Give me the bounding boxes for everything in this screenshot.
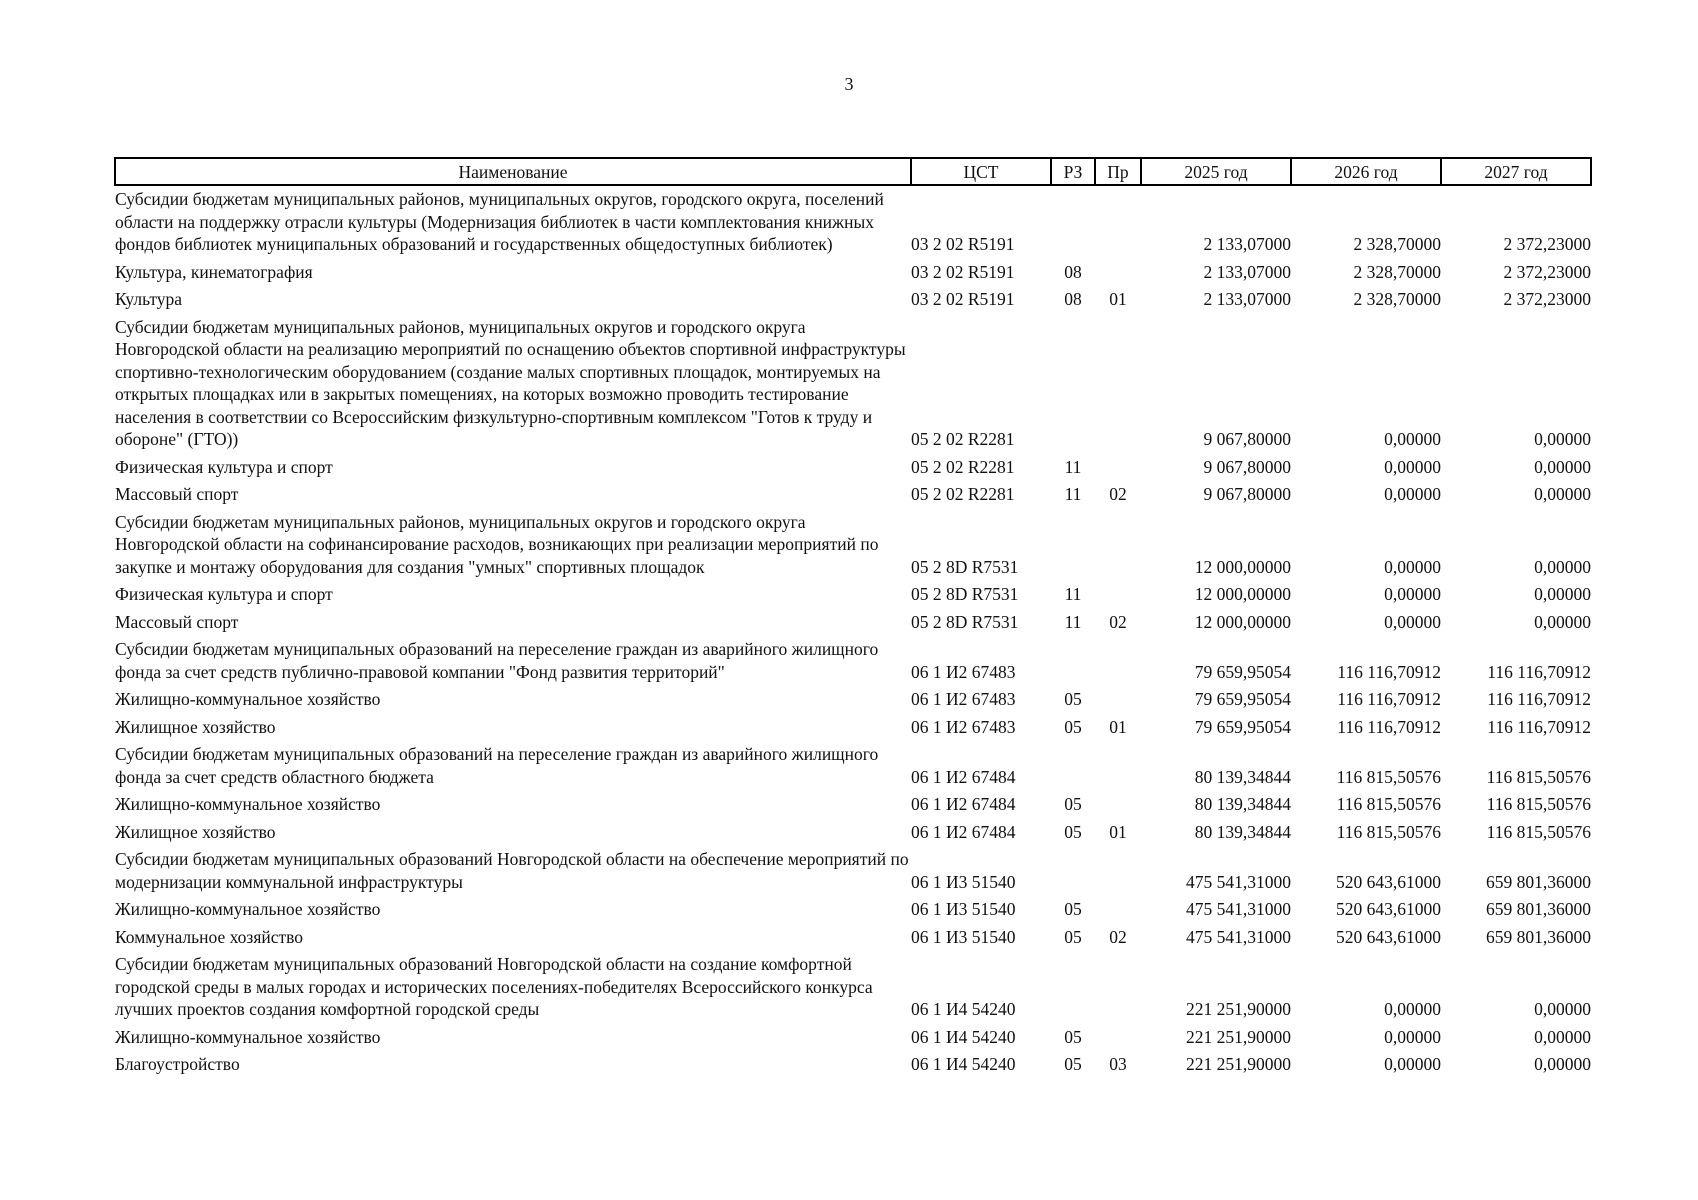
table-row bbox=[115, 846, 1591, 896]
row-cst: 06 1 И2 67483 bbox=[911, 689, 1016, 709]
row-cst: 06 1 И3 51540 bbox=[911, 926, 1016, 947]
row-rz: 08 bbox=[1064, 289, 1082, 309]
row-value-2027: 116 116,70912 bbox=[1487, 689, 1591, 709]
row-cst: 05 2 02 R2281 bbox=[911, 429, 1015, 449]
row-value-2026: 0,00000 bbox=[1384, 429, 1441, 449]
row-rz bbox=[1051, 636, 1095, 686]
table-row bbox=[115, 509, 1591, 582]
table-row bbox=[115, 951, 1591, 1024]
row-pr bbox=[1095, 454, 1141, 482]
row-pr: 01 bbox=[1109, 289, 1127, 309]
row-rz: 05 bbox=[1064, 1026, 1082, 1047]
row-value-2026: 0,00000 bbox=[1384, 999, 1441, 1019]
row-pr bbox=[1095, 896, 1141, 924]
row-value-2025: 2 133,07000 bbox=[1203, 289, 1291, 309]
table-row bbox=[115, 791, 1591, 819]
row-pr: 02 bbox=[1109, 926, 1127, 947]
table-row bbox=[115, 609, 1591, 637]
row-name: Жилищно-коммунальное хозяйство bbox=[115, 899, 381, 919]
row-value-2025: 9 067,80000 bbox=[1203, 484, 1291, 504]
table-row bbox=[115, 314, 1591, 454]
row-value-2026: 0,00000 bbox=[1384, 484, 1441, 504]
row-value-2027: 0,00000 bbox=[1534, 1054, 1591, 1074]
row-cst: 06 1 И2 67483 bbox=[911, 661, 1016, 682]
row-value-2026: 116 116,70912 bbox=[1337, 661, 1441, 682]
row-value-2027: 659 801,36000 bbox=[1486, 899, 1591, 919]
table-row bbox=[115, 896, 1591, 924]
row-cst: 03 2 02 R5191 bbox=[911, 234, 1015, 254]
row-name: Субсидии бюджетам муниципальных районов, муниципальных округов и городского округа Новгородской области на реализацию мероприятий по оснащению объектов спортивной инфраструктуры спортивно-технологическим оборудованием (создание малых спортивных площадок, монтируемых на открытых площадках или в закрытых помещениях, на которых возможно проводить тестирование населения в соответствии со Всероссийским физкультурно-спортивным комплексом "Готов к труду и обороне" (ГТО)) bbox=[115, 316, 906, 449]
row-value-2025: 221 251,90000 bbox=[1186, 1026, 1291, 1047]
table-header bbox=[115, 158, 1591, 185]
row-value-2027: 0,00000 bbox=[1534, 1026, 1591, 1047]
row-name: Субсидии бюджетам муниципальных образований Новгородской области на создание комфортной городской среды в малых городах и исторических поселениях-победителях Всероссийского конкурса лучших проектов создания комфортной городской среды bbox=[115, 954, 873, 1019]
row-value-2027: 116 815,50576 bbox=[1486, 766, 1591, 787]
row-value-2026: 0,00000 bbox=[1384, 611, 1441, 632]
row-cst: 05 2 8D R7531 bbox=[911, 611, 1019, 632]
col-header-pr: Пр bbox=[1095, 158, 1141, 185]
row-pr: 03 bbox=[1109, 1054, 1127, 1074]
row-rz: 05 bbox=[1064, 716, 1082, 737]
table-body bbox=[115, 185, 1591, 1079]
row-value-2027: 659 801,36000 bbox=[1486, 926, 1591, 947]
row-pr bbox=[1095, 1024, 1141, 1052]
row-rz: 05 bbox=[1064, 689, 1082, 709]
row-value-2025: 80 139,34844 bbox=[1194, 794, 1291, 814]
row-name: Жилищно-коммунальное хозяйство bbox=[115, 689, 381, 709]
row-rz: 05 bbox=[1064, 821, 1082, 842]
row-value-2025: 80 139,34844 bbox=[1194, 821, 1291, 842]
row-rz: 05 bbox=[1064, 1054, 1082, 1074]
row-name: Массовый спорт bbox=[115, 484, 239, 504]
row-value-2026: 0,00000 bbox=[1384, 584, 1441, 604]
row-value-2027: 2 372,23000 bbox=[1503, 261, 1591, 282]
row-rz: 11 bbox=[1064, 611, 1082, 632]
row-value-2027: 116 116,70912 bbox=[1487, 716, 1591, 737]
row-name: Субсидии бюджетам муниципальных образований на переселение граждан из аварийного жилищного фонда за счет средств областного бюджета bbox=[115, 744, 879, 787]
row-rz: 11 bbox=[1064, 584, 1082, 604]
row-name: Физическая культура и спорт bbox=[115, 456, 333, 477]
row-value-2026: 116 116,70912 bbox=[1337, 716, 1441, 737]
row-value-2026: 0,00000 bbox=[1384, 556, 1441, 577]
row-value-2025: 221 251,90000 bbox=[1186, 1054, 1291, 1074]
row-name: Субсидии бюджетам муниципальных образований Новгородской области на обеспечение мероприятий по модернизации коммунальной инфраструктуры bbox=[115, 849, 909, 892]
row-pr bbox=[1095, 314, 1141, 454]
row-cst: 03 2 02 R5191 bbox=[911, 261, 1015, 282]
row-value-2026: 116 815,50576 bbox=[1336, 794, 1441, 814]
row-rz: 05 bbox=[1064, 926, 1082, 947]
row-value-2026: 520 643,61000 bbox=[1336, 899, 1441, 919]
row-pr: 01 bbox=[1109, 716, 1127, 737]
row-value-2027: 2 372,23000 bbox=[1503, 234, 1591, 254]
row-value-2027: 2 372,23000 bbox=[1503, 289, 1591, 309]
row-value-2026: 2 328,70000 bbox=[1353, 234, 1441, 254]
row-value-2027: 0,00000 bbox=[1534, 484, 1591, 504]
col-header-name: Наименование bbox=[115, 158, 911, 185]
row-value-2026: 0,00000 bbox=[1384, 1054, 1441, 1074]
row-rz: 05 bbox=[1064, 794, 1082, 814]
row-pr: 02 bbox=[1109, 611, 1127, 632]
table-row bbox=[115, 259, 1591, 287]
row-value-2026: 116 116,70912 bbox=[1337, 689, 1441, 709]
budget-table bbox=[114, 157, 1592, 1079]
col-header-2027: 2027 год bbox=[1441, 158, 1591, 185]
row-value-2027: 116 815,50576 bbox=[1486, 821, 1591, 842]
table-row bbox=[115, 714, 1591, 742]
row-value-2026: 0,00000 bbox=[1384, 1026, 1441, 1047]
row-pr bbox=[1095, 581, 1141, 609]
row-value-2027: 659 801,36000 bbox=[1486, 871, 1591, 892]
row-value-2025: 79 659,95054 bbox=[1194, 661, 1291, 682]
row-value-2025: 475 541,31000 bbox=[1186, 899, 1291, 919]
row-cst: 03 2 02 R5191 bbox=[911, 289, 1015, 309]
row-pr bbox=[1095, 686, 1141, 714]
row-rz bbox=[1051, 846, 1095, 896]
page-number: 3 bbox=[844, 74, 854, 94]
row-cst: 06 1 И4 54240 bbox=[911, 999, 1016, 1019]
row-value-2026: 2 328,70000 bbox=[1353, 261, 1441, 282]
row-value-2025: 12 000,00000 bbox=[1194, 556, 1291, 577]
row-value-2025: 475 541,31000 bbox=[1186, 871, 1291, 892]
row-name: Коммунальное хозяйство bbox=[115, 926, 304, 947]
row-value-2025: 80 139,34844 bbox=[1194, 766, 1291, 787]
table-row bbox=[115, 286, 1591, 314]
row-rz bbox=[1051, 314, 1095, 454]
col-header-rz: РЗ bbox=[1051, 158, 1095, 185]
row-value-2025: 475 541,31000 bbox=[1186, 926, 1291, 947]
row-name: Культура bbox=[115, 289, 183, 309]
row-value-2027: 0,00000 bbox=[1534, 556, 1591, 577]
col-header-2026: 2026 год bbox=[1291, 158, 1441, 185]
table-row bbox=[115, 1051, 1591, 1079]
row-cst: 05 2 02 R2281 bbox=[911, 456, 1015, 477]
row-value-2027: 116 815,50576 bbox=[1486, 794, 1591, 814]
row-pr bbox=[1095, 791, 1141, 819]
row-value-2027: 0,00000 bbox=[1534, 999, 1591, 1019]
row-pr bbox=[1095, 185, 1141, 259]
row-cst: 06 1 И4 54240 bbox=[911, 1026, 1016, 1047]
row-cst: 06 1 И4 54240 bbox=[911, 1054, 1016, 1074]
row-cst: 05 2 8D R7531 bbox=[911, 556, 1019, 577]
row-value-2027: 0,00000 bbox=[1534, 584, 1591, 604]
row-pr bbox=[1095, 636, 1141, 686]
row-pr bbox=[1095, 846, 1141, 896]
table-row bbox=[115, 924, 1591, 952]
row-cst: 06 1 И2 67484 bbox=[911, 794, 1016, 814]
row-name: Жилищно-коммунальное хозяйство bbox=[115, 794, 381, 814]
row-cst: 06 1 И3 51540 bbox=[911, 899, 1016, 919]
row-value-2026: 520 643,61000 bbox=[1336, 926, 1441, 947]
row-value-2026: 520 643,61000 bbox=[1336, 871, 1441, 892]
table-row bbox=[115, 741, 1591, 791]
col-header-cst: ЦСТ bbox=[911, 158, 1051, 185]
row-name: Благоустройство bbox=[115, 1054, 240, 1074]
row-value-2025: 9 067,80000 bbox=[1203, 456, 1291, 477]
row-pr bbox=[1095, 509, 1141, 582]
row-rz bbox=[1051, 741, 1095, 791]
row-rz: 08 bbox=[1064, 261, 1082, 282]
row-rz bbox=[1051, 509, 1095, 582]
row-value-2027: 0,00000 bbox=[1534, 429, 1591, 449]
row-value-2025: 79 659,95054 bbox=[1194, 689, 1291, 709]
row-value-2025: 9 067,80000 bbox=[1203, 429, 1291, 449]
row-pr bbox=[1095, 951, 1141, 1024]
row-value-2025: 79 659,95054 bbox=[1194, 716, 1291, 737]
row-rz bbox=[1051, 951, 1095, 1024]
table-row bbox=[115, 819, 1591, 847]
row-pr bbox=[1095, 259, 1141, 287]
row-name: Субсидии бюджетам муниципальных образований на переселение граждан из аварийного жилищного фонда за счет средств публично-правовой компании "Фонд развития территорий" bbox=[115, 639, 879, 682]
table-row bbox=[115, 581, 1591, 609]
row-name: Физическая культура и спорт bbox=[115, 584, 333, 604]
row-name: Субсидии бюджетам муниципальных районов, муниципальных округов и городского округа Новгородской области на софинансирование расходов, возникающих при реализации мероприятий по закупке и монтажу оборудования для создания "умных" спортивных площадок bbox=[115, 511, 879, 577]
row-pr bbox=[1095, 741, 1141, 791]
table-row bbox=[115, 481, 1591, 509]
row-value-2026: 116 815,50576 bbox=[1336, 766, 1441, 787]
row-value-2027: 116 116,70912 bbox=[1487, 661, 1591, 682]
row-cst: 06 1 И3 51540 bbox=[911, 871, 1016, 892]
row-value-2026: 116 815,50576 bbox=[1336, 821, 1441, 842]
row-value-2027: 0,00000 bbox=[1534, 611, 1591, 632]
table-row bbox=[115, 686, 1591, 714]
table-row bbox=[115, 185, 1591, 259]
row-rz: 05 bbox=[1064, 899, 1082, 919]
row-value-2025: 12 000,00000 bbox=[1194, 584, 1291, 604]
row-rz: 11 bbox=[1064, 484, 1082, 504]
row-rz bbox=[1051, 185, 1095, 259]
row-cst: 06 1 И2 67484 bbox=[911, 766, 1016, 787]
table-row bbox=[115, 636, 1591, 686]
row-cst: 05 2 8D R7531 bbox=[911, 584, 1019, 604]
row-name: Культура, кинематография bbox=[115, 261, 313, 282]
row-name: Массовый спорт bbox=[115, 611, 239, 632]
row-cst: 06 1 И2 67484 bbox=[911, 821, 1016, 842]
row-cst: 06 1 И2 67483 bbox=[911, 716, 1016, 737]
row-pr: 02 bbox=[1109, 484, 1127, 504]
row-value-2025: 2 133,07000 bbox=[1203, 234, 1291, 254]
table-row bbox=[115, 454, 1591, 482]
row-pr: 01 bbox=[1109, 821, 1127, 842]
row-value-2027: 0,00000 bbox=[1534, 456, 1591, 477]
row-value-2026: 0,00000 bbox=[1384, 456, 1441, 477]
row-name: Жилищно-коммунальное хозяйство bbox=[115, 1026, 381, 1047]
row-value-2026: 2 328,70000 bbox=[1353, 289, 1441, 309]
row-value-2025: 2 133,07000 bbox=[1203, 261, 1291, 282]
row-name: Жилищное хозяйство bbox=[115, 716, 276, 737]
row-cst: 05 2 02 R2281 bbox=[911, 484, 1015, 504]
row-rz: 11 bbox=[1064, 456, 1082, 477]
row-value-2025: 12 000,00000 bbox=[1194, 611, 1291, 632]
table-row bbox=[115, 1024, 1591, 1052]
col-header-2025: 2025 год bbox=[1141, 158, 1291, 185]
row-name: Субсидии бюджетам муниципальных районов, муниципальных округов, городского округа, поселений области на поддержку отрасли культуры (Модернизация библиотек в части комплектования книжных фондов библиотек муниципальных образований и государственных общедоступных библиотек) bbox=[115, 189, 884, 254]
row-value-2025: 221 251,90000 bbox=[1186, 999, 1291, 1019]
row-name: Жилищное хозяйство bbox=[115, 821, 276, 842]
